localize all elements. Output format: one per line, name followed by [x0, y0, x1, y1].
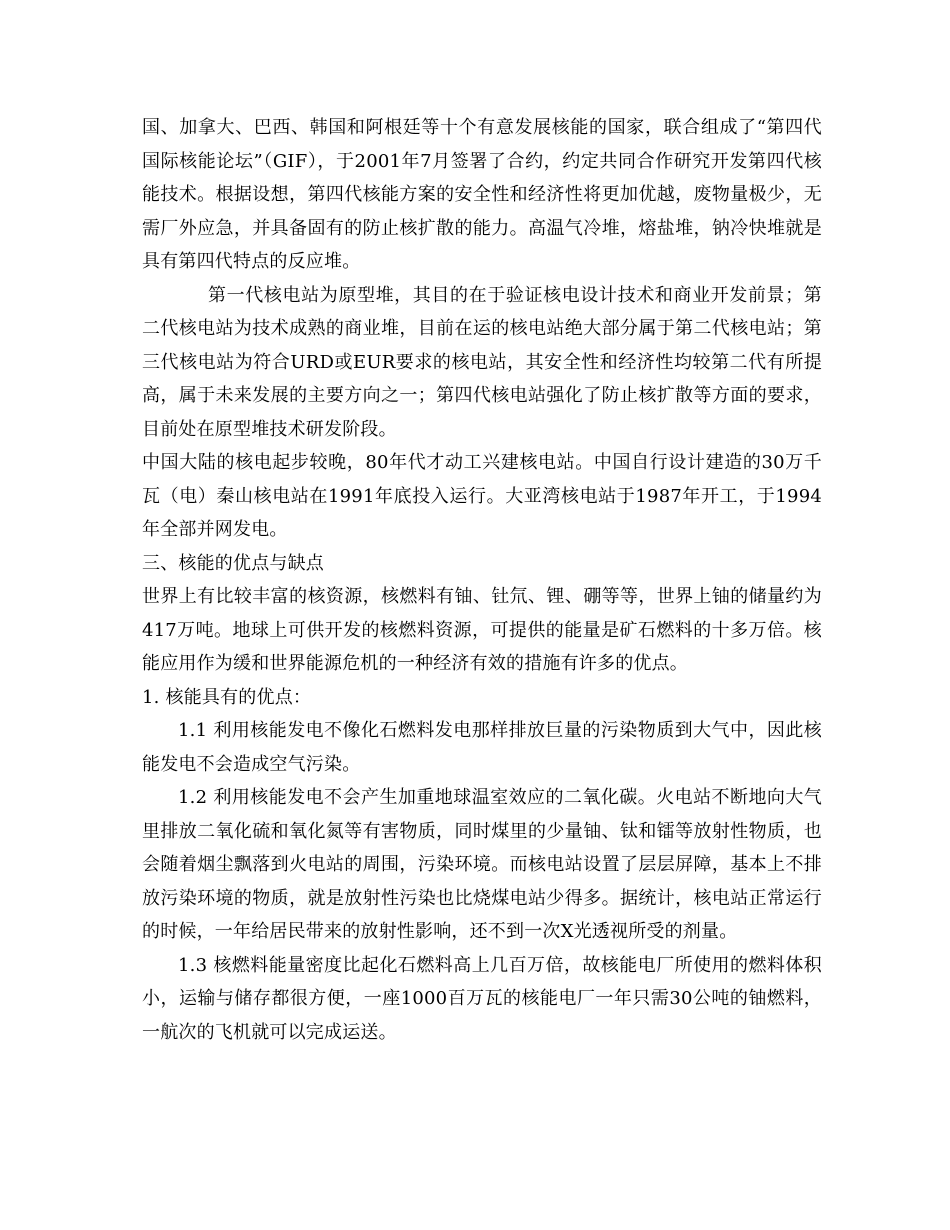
list-heading-advantages: 1. 核能具有的优点： — [142, 686, 312, 708]
section-heading-pros-cons: 三、核能的优点与缺点 — [142, 552, 324, 574]
document-body — [142, 111, 822, 1049]
list-item-1-3: 1.3 核燃料能量密度比起化石燃料高上几百万倍，故核能电厂所使用的燃料体积小，运输与储存都很方便，一座1000百万瓦的核能电厂一年只需30公吨的铀燃料，一航次的飞机就可以完成运送。 — [142, 954, 822, 1043]
list-item-1-1: 1.1 利用核能发电不像化石燃料发电那样排放巨量的污染物质到大气中，因此核能发电不会造成空气污染。 — [142, 720, 822, 775]
paragraph-nuclear-resources: 世界上有比较丰富的核资源，核燃料有铀、钍氘、锂、硼等等，世界上铀的储量约为417万吨。地球上可供开发的核燃料资源，可提供的能量是矿石燃料的十多万倍。核能应用作为缓和世界能源危机的一种经济有效的措施有许多的优点。 — [142, 586, 822, 674]
paragraph-china-nuclear-history: 中国大陆的核电起步较晚，80年代才动工兴建核电站。中国自行设计建造的30万千瓦（电）秦山核电站在1991年底投入运行。大亚湾核电站于1987年开工，于1994年全部并网发电。 — [142, 452, 822, 540]
paragraph-reactor-generations: 第一代核电站为原型堆，其目的在于验证核电设计技术和商业开发前景；第二代核电站为技术成熟的商业堆，目前在运的核电站绝大部分属于第二代核电站；第三代核电站为符合URD或EUR要求的核电站，其安全性和经济性均较第二代有所提高，属于未来发展的主要方向之一；第四代核电站强化了防止核扩散等方面的要求，目前处在原型堆技术研发阶段。 — [142, 284, 822, 440]
paragraph-gif-background: 国、加拿大、巴西、韩国和阿根廷等十个有意发展核能的国家，联合组成了“第四代国际核能论坛”（GIF），于2001年7月签署了合约，约定共同合作研究开发第四代核能技术。根据设想，第四代核能方案的安全性和经济性将更加优越，废物量极少，无需厂外应急，并具备固有的防止核扩散的能力。高温气冷堆，熔盐堆，钠冷快堆就是具有第四代特点的反应堆。 — [142, 117, 822, 272]
list-item-1-2: 1.2 利用核能发电不会产生加重地球温室效应的二氧化碳。火电站不断地向大气里排放二氧化硫和氧化氮等有害物质，同时煤里的少量铀、钛和镭等放射性物质，也会随着烟尘飘落到火电站的周围，污染环境。而核电站设置了层层屏障，基本上不排放污染环境的物质，就是放射性污染也比烧煤电站少得多。据统计，核电站正常运行的时候，一年给居民带来的放射性影响，还不到一次X光透视所受的剂量。 — [142, 787, 822, 942]
